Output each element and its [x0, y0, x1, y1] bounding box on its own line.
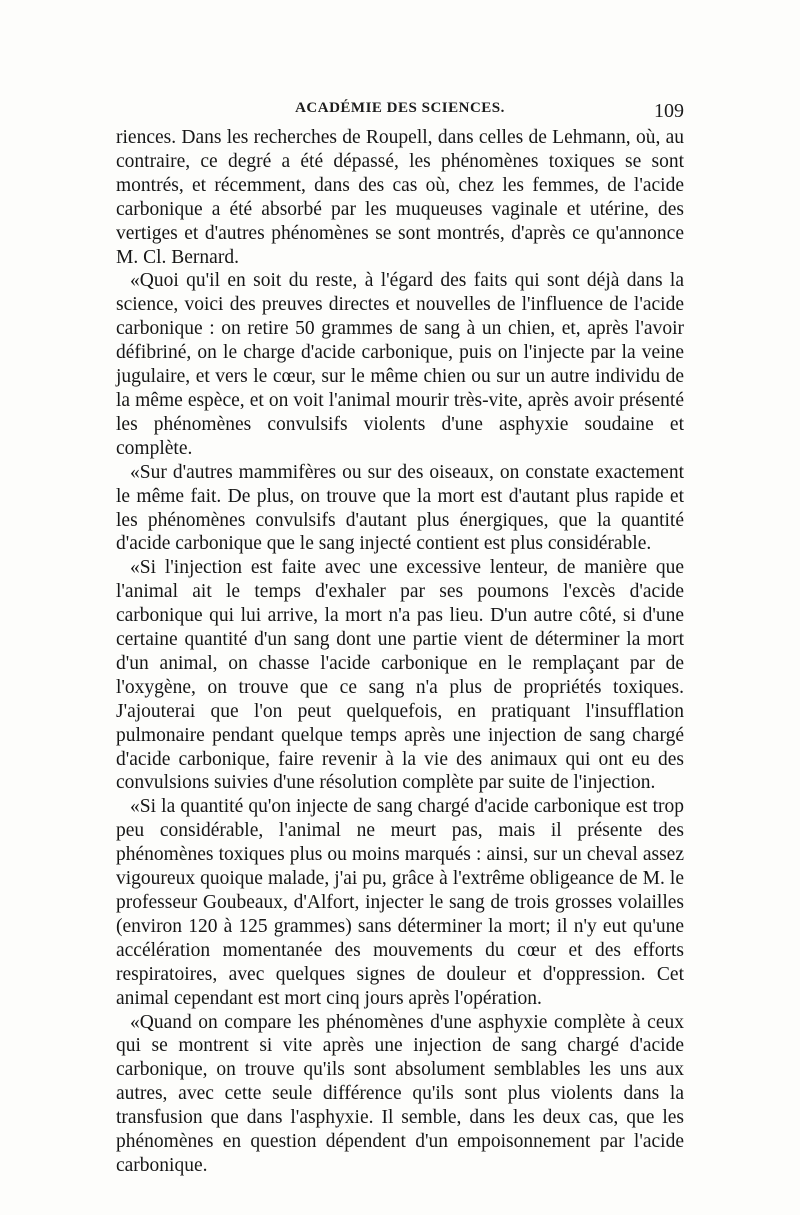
- paragraph-comparaison-asphyxie: «Quand on compare les phénomènes d'une asphyxie complète à ceux qui se montrent si vite après une injection de sang chargé d'acide carbonique, on trouve qu'ils sont absolument semblables les uns aux autres, avec cette seule différence qu'ils sont plus violents dans la transfusion que dans l'asphyxie. Il semble, dans les deux cas, que les phénomènes en question dépendent d'un empoisonnement par l'acide carbonique.: [116, 1011, 684, 1176]
- running-title: ACADÉMIE DES SCIENCES.: [295, 100, 505, 116]
- paragraph-injection-lenteur: «Si l'injection est faite avec une excessive lenteur, de manière que l'animal ait le temps d'exhaler par ses poumons l'excès d'acide carbonique qui lui arrive, la mort n'a pas lieu. D'un autre côté, si d'une certaine quantité d'un sang dont une partie vient de déterminer la mort d'un animal, on chasse l'acide carbonique en le remplaçant par de l'oxygène, on trouve que ce sang n'a plus de propriétés toxiques. J'ajouterai que l'on peut quelquefois, en pratiquant l'insufflation pulmonaire pendant quelque temps après une injection de sang chargé d'acide carbonique, faire revenir à la vie des animaux qui ont eu des convulsions suivies d'une résolution complète par suite de l'injection.: [116, 557, 684, 794]
- running-head: [116, 100, 684, 126]
- body-text: [116, 126, 684, 1178]
- paragraph-quantite-injecte: «Si la quantité qu'on injecte de sang chargé d'acide carbonique est trop peu considérable, l'animal ne meurt pas, mais il présente des phénomènes toxiques plus ou moins marqués : ainsi, sur un cheval assez vigoureux quoique malade, j'ai pu, grâce à l'extrême obligeance de M. le professeur Goubeaux, d'Alfort, injecter le sang de trois grosses volailles (environ 120 à 125 grammes) sans déterminer la mort; il n'y eut qu'une accélération momentanée des mouvements du cœur et des efforts respiratoires, avec quelques signes de douleur et d'oppression. Cet animal cependant est mort cinq jours après l'opération.: [116, 796, 684, 1009]
- paragraph-continued: riences. Dans les recherches de Roupell, dans celles de Lehmann, où, au contraire, ce degré a été dépassé, les phénomènes toxiques se sont montrés, et récemment, dans des cas où, chez les femmes, de l'acide carbonique a été absorbé par les muqueuses vaginale et utérine, des vertiges et d'autres phénomènes se sont montrés, d'après ce qu'annonce M. Cl. Bernard.: [116, 127, 684, 268]
- paragraph-autres-mammiferes: «Sur d'autres mammifères ou sur des oiseaux, on constate exactement le même fait. De plus, on trouve que la mort est d'autant plus rapide et les phénomènes convulsifs d'autant plus énergiques, que la quantité d'acide carbonique que le sang injecté contient est plus considérable.: [116, 461, 684, 555]
- paragraph-quoi-qu-il: «Quoi qu'il en soit du reste, à l'égard des faits qui sont déjà dans la science, voici des preuves directes et nouvelles de l'influence de l'acide carbonique : on retire 50 grammes de sang à un chien, et, après l'avoir défibriné, on le charge d'acide carbonique, puis on l'injecte par la veine jugulaire, et vers le cœur, sur le même chien ou sur un autre individu de la même espèce, et on voit l'animal mourir très-vite, après avoir présenté les phénomènes convulsifs violents d'une asphyxie soudaine et complète.: [116, 270, 684, 459]
- page-number: 109: [654, 100, 684, 122]
